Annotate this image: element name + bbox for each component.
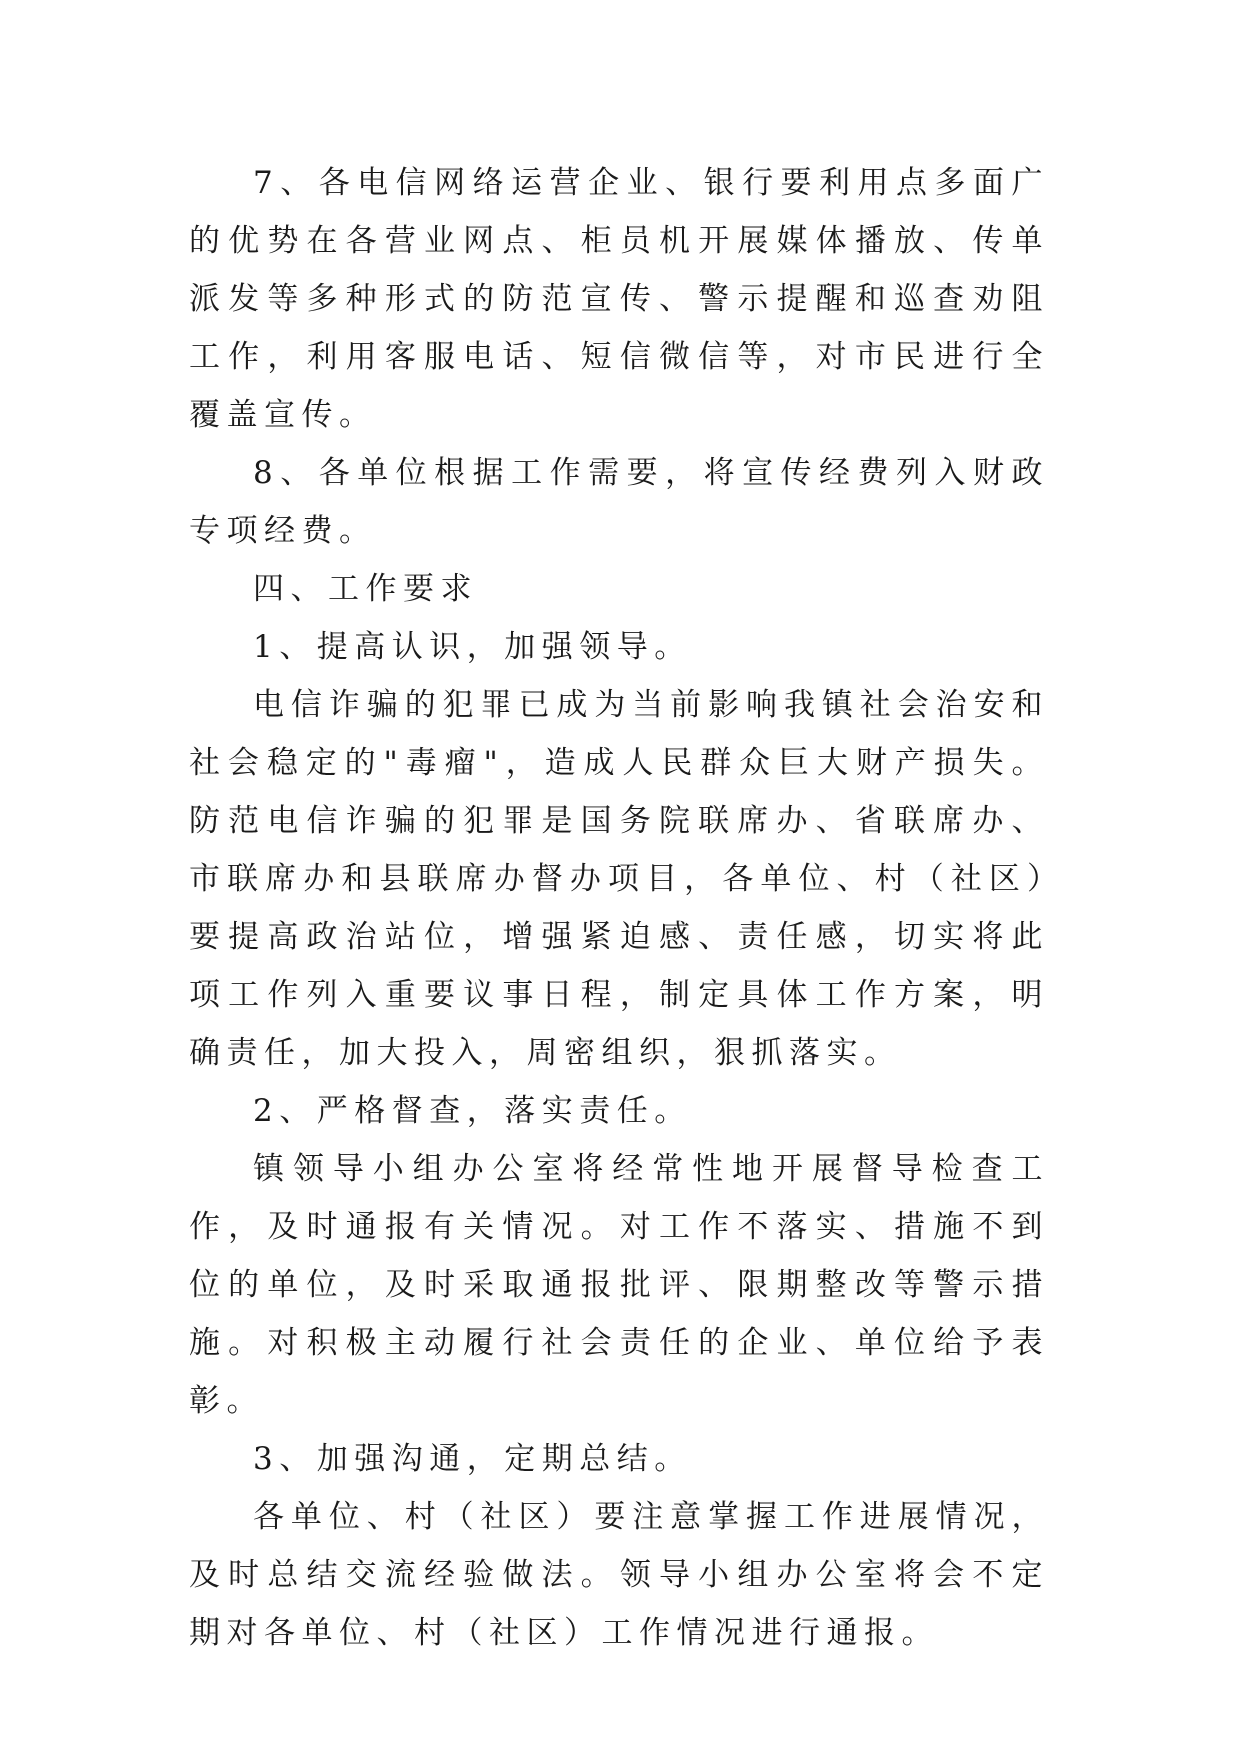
section-heading-work-requirements: 四、工作要求 bbox=[253, 571, 478, 607]
subheading-3: 3、加强沟通，定期总结。 bbox=[253, 1441, 692, 1477]
paragraph-requirement-2: 镇领导小组办公室将经常性地开展督导检查工作，及时通报有关情况。对工作不落实、措施不到位的单位，及时采取通报批评、限期整改等警示措施。对积极主动履行社会责任的企业、单位给予表彰。 bbox=[189, 1151, 1049, 1419]
paragraph-requirement-1: 电信诈骗的犯罪已成为当前影响我镇社会治安和社会稳定的"毒瘤"，造成人民群众巨大财产损失。防范电信诈骗的犯罪是国务院联席办、省联席办、市联席办和县联席办督办项目，各单位、村（社区）要提高政治站位，增强紧迫感、责任感，切实将此项工作列入重要议事日程，制定具体工作方案，明确责任，加大投入，周密组织，狠抓落实。 bbox=[189, 687, 1049, 1071]
paragraph-item-7-telecom-banks: 7、各电信网络运营企业、银行要利用点多面广的优势在各营业网点、柜员机开展媒体播放、传单派发等多种形式的防范宣传、警示提醒和巡查劝阻工作，利用客服电话、短信微信等，对市民进行全覆盖宣传。 bbox=[189, 165, 1049, 433]
document-body bbox=[189, 154, 1049, 1662]
paragraph-requirement-3: 各单位、村（社区）要注意掌握工作进展情况，及时总结交流经验做法。领导小组办公室将会不定期对各单位、村（社区）工作情况进行通报。 bbox=[189, 1499, 1049, 1651]
subheading-2: 2、严格督查，落实责任。 bbox=[253, 1093, 692, 1129]
subheading-1: 1、提高认识，加强领导。 bbox=[253, 629, 692, 665]
paragraph-item-8-funding: 8、各单位根据工作需要，将宣传经费列入财政专项经费。 bbox=[189, 455, 1049, 549]
